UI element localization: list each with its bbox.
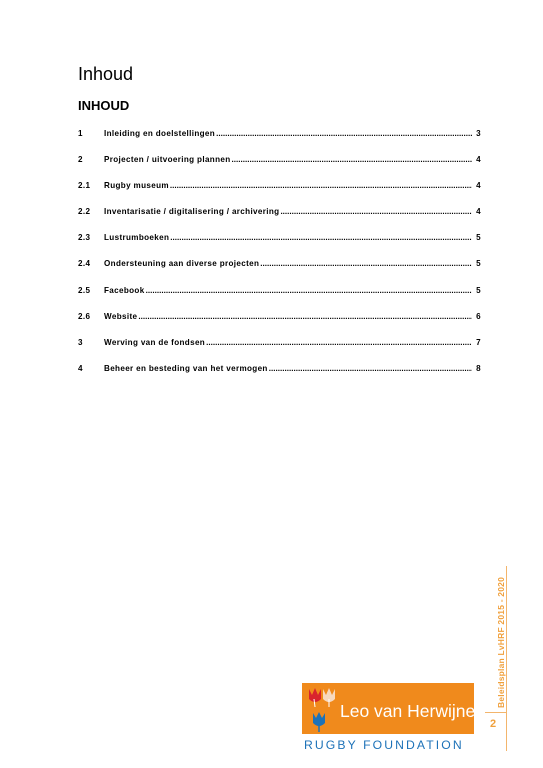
toc-number: 2.3 [78, 233, 91, 243]
toc-number: 4 [78, 363, 83, 373]
toc-entry-2-1[interactable] [78, 181, 481, 207]
toc-heading: INHOUD [78, 98, 130, 113]
toc-entry-2-4[interactable] [78, 259, 481, 285]
toc-page-number: 5 [476, 233, 481, 243]
toc-page-number: 4 [476, 207, 481, 217]
toc-number: 2.4 [78, 259, 91, 269]
toc-entry-1[interactable] [78, 129, 481, 155]
toc-number: 2.1 [78, 181, 91, 191]
toc-number: 2.6 [78, 311, 91, 321]
toc-leader [260, 259, 472, 268]
toc-entry-2-2[interactable] [78, 207, 481, 233]
toc-title: Facebook [104, 285, 145, 295]
page-number: 2 [490, 718, 497, 730]
document-side-label: Beleidsplan LvHRF 2015 - 2020 [496, 577, 506, 708]
toc-page-number: 6 [476, 311, 481, 321]
logo-banner [302, 683, 485, 734]
toc-entry-2-3[interactable] [78, 233, 481, 259]
toc-title: Inventarisatie / digitalisering / archivering [104, 207, 280, 217]
toc-entry-4[interactable] [78, 364, 481, 390]
toc-page-number: 5 [476, 285, 481, 295]
logo-subtitle: RUGBY FOUNDATION [304, 738, 464, 752]
toc-number: 2.5 [78, 285, 91, 295]
toc-entry-3[interactable] [78, 338, 481, 364]
toc-leader [170, 233, 472, 242]
toc-leader [232, 155, 472, 164]
toc-entry-2[interactable] [78, 155, 481, 181]
toc-title: Lustrumboeken [104, 233, 170, 243]
toc-number: 2.2 [78, 207, 91, 217]
toc-number: 1 [78, 129, 83, 138]
toc-leader [170, 181, 472, 190]
toc-page-number: 3 [476, 129, 481, 138]
toc-page-number: 4 [476, 155, 481, 165]
toc-title: Website [104, 311, 138, 321]
page-title: Inhoud [78, 64, 134, 84]
toc-page-number: 4 [476, 181, 481, 191]
footer-vertical-rule [506, 566, 507, 751]
toc-leader [138, 312, 472, 321]
toc-leader [280, 207, 472, 216]
toc-page-number: 7 [476, 337, 481, 347]
toc-leader [146, 286, 472, 295]
toc-leader [269, 364, 472, 373]
toc-leader [206, 338, 472, 347]
toc-entry-2-5[interactable] [78, 286, 481, 312]
footer-horizontal-rule [485, 712, 506, 713]
toc-entry-2-6[interactable] [78, 312, 481, 338]
table-of-contents [78, 129, 481, 390]
toc-page-number: 5 [476, 259, 481, 269]
toc-title: Rugby museum [104, 181, 169, 191]
toc-number: 3 [78, 337, 83, 347]
toc-title: Beheer en besteding van het vermogen [104, 363, 268, 373]
toc-title: Inleiding en doelstellingen [104, 129, 216, 138]
toc-leader [216, 129, 472, 138]
foundation-logo [302, 683, 485, 753]
toc-title: Ondersteuning aan diverse projecten [104, 259, 260, 269]
toc-title: Projecten / uitvoering plannen [104, 155, 231, 165]
toc-number: 2 [78, 155, 83, 165]
toc-title: Werving van de fondsen [104, 337, 206, 347]
logo-name: Leo van Herwijnen [340, 701, 485, 721]
toc-page-number: 8 [476, 363, 481, 373]
